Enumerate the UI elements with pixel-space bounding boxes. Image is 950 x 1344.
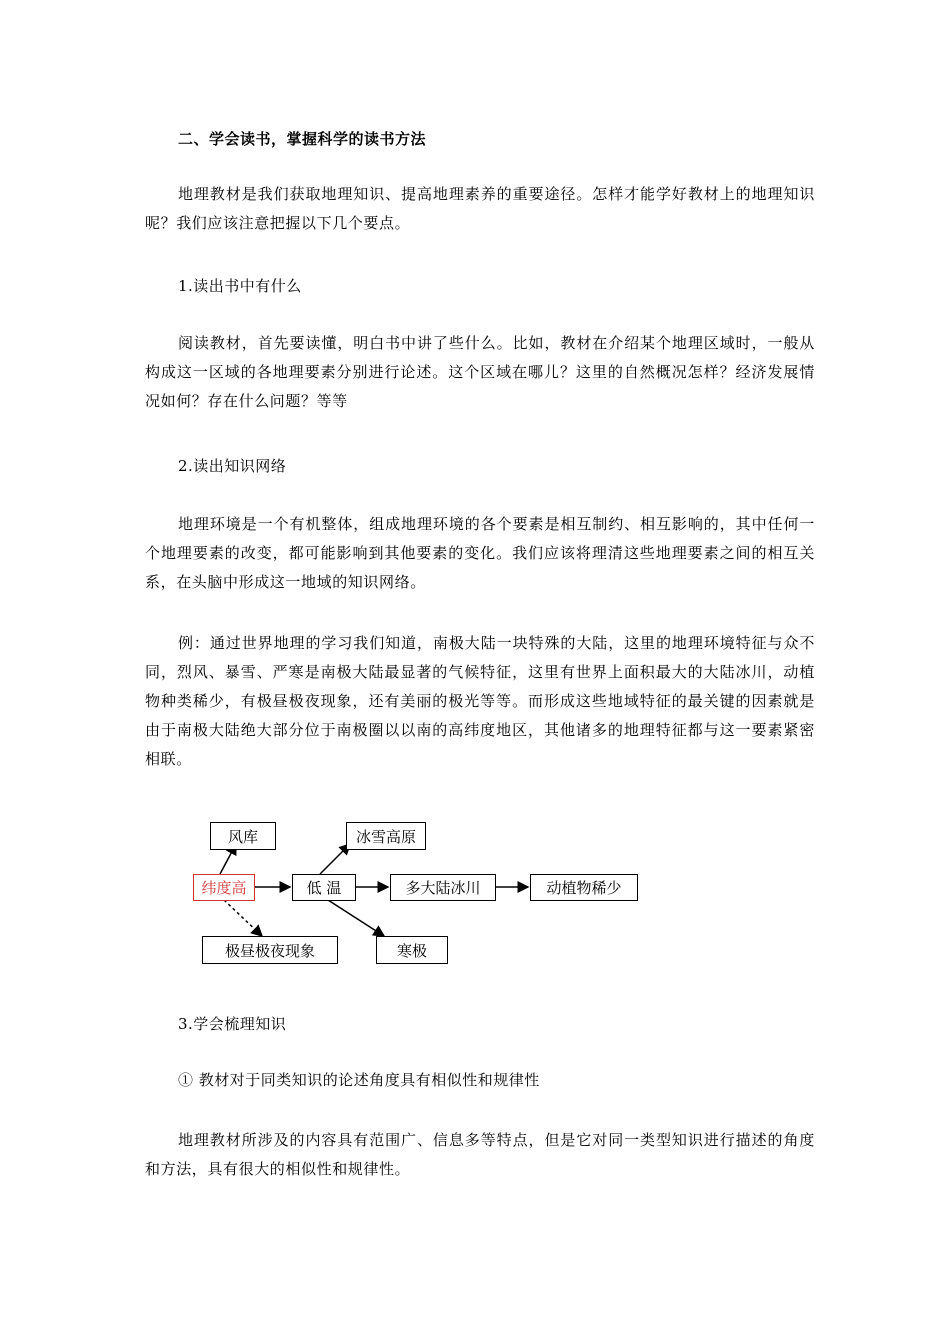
section3-paragraph: 地理教材所涉及的内容具有范围广、信息多等特点，但是它对同一类型知识进行描述的角度和方法，具有很大的相似性和规律性。 bbox=[145, 1131, 815, 1178]
section1-paragraph: 阅读教材，首先要读懂，明白书中讲了些什么。比如，教材在介绍某个地理区域时，一般从构成这一区域的各地理要素分别进行论述。这个区域在哪儿？这里的自然概况怎样？经济发展情况如何？存在什么问题？等等 bbox=[145, 334, 815, 410]
section2-title: 2.读出知识网络 bbox=[178, 457, 287, 475]
section3-point1: ① 教材对于同类知识的论述角度具有相似性和规律性 bbox=[178, 1071, 540, 1089]
node-cold-pole: 寒极 bbox=[376, 936, 448, 964]
section-heading: 二、学会读书，掌握科学的读书方法 bbox=[178, 130, 427, 148]
node-plateau: 冰雪高原 bbox=[346, 822, 426, 850]
section2-paragraph: 地理环境是一个有机整体，组成地理环境的各个要素是相互制约、相互影响的，其中任何一个地理要素的改变，都可能影响到其他要素的变化。我们应该将理清这些地理要素之间的相互关系，在头脑中形成这一地域的知识网络。 bbox=[145, 515, 815, 591]
arrow-latitude-polar bbox=[224, 900, 262, 936]
section3-title: 3.学会梳理知识 bbox=[178, 1015, 287, 1033]
intro-paragraph: 地理教材是我们获取地理知识、提高地理素养的重要途径。怎样才能学好教材上的地理知识呢？我们应该注意把握以下几个要点。 bbox=[145, 185, 815, 232]
example-paragraph: 例：通过世界地理的学习我们知道，南极大陆一块特殊的大陆，这里的地理环境特征与众不同，烈风、暴雪、严寒是南极大陆最显著的气候特征，这里有世界上面积最大的大陆冰川，动植物种类稀少，有极昼极夜现象，还有美丽的极光等等。而形成这些地域特征的最关键的因素就是由于南极大陆绝大部分位于南极圈以以南的高纬度地区，其他诸多的地理特征都与这一要素紧密相联。 bbox=[145, 634, 815, 768]
node-wind: 风库 bbox=[210, 822, 276, 850]
node-glacier: 多大陆冰川 bbox=[390, 874, 496, 901]
node-latitude: 纬度高 bbox=[193, 874, 255, 901]
knowledge-network-diagram bbox=[188, 812, 648, 972]
node-polar-day-night: 极昼极夜现象 bbox=[202, 936, 338, 964]
node-lowtemp: 低 温 bbox=[292, 874, 356, 901]
section1-title: 1.读出书中有什么 bbox=[178, 277, 302, 295]
arrow-lowtemp-cold bbox=[328, 900, 384, 936]
node-flora: 动植物稀少 bbox=[530, 874, 638, 901]
